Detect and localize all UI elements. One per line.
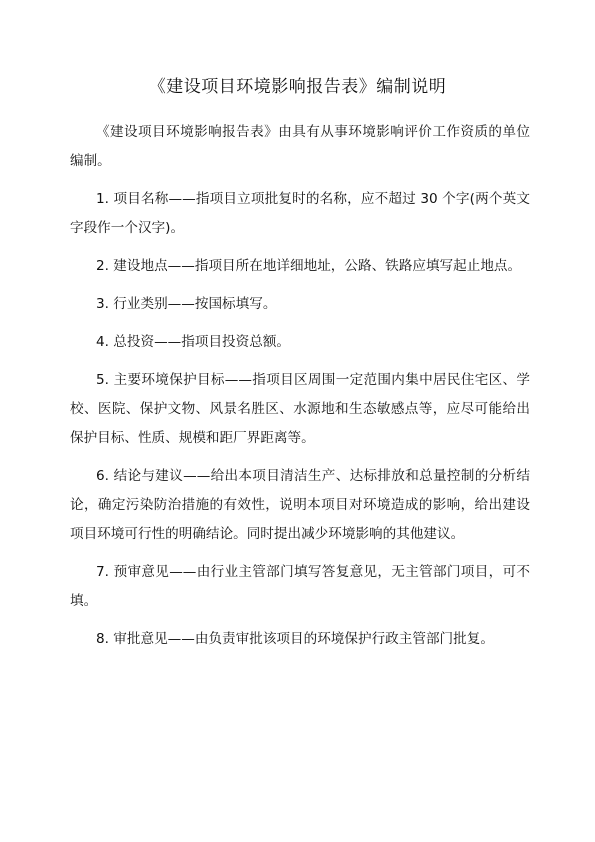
item-paragraph-2: 2. 建设地点——指项目所在地详细地址，公路、铁路应填写起止地点。 — [96, 258, 522, 274]
item-paragraph-1: 1. 项目名称——指项目立项批复时的名称，应不超过 30 个字(两个英文字段作一个汉字)。 — [70, 191, 530, 236]
item-paragraph-8: 8. 审批意见——由负责审批该项目的环境保护行政主管部门批复。 — [96, 631, 494, 647]
item-paragraph-5: 5. 主要环境保护目标——指项目区周围一定范围内集中居民住宅区、学校、医院、保护文物、风景名胜区、水源地和生态敏感点等，应尽可能给出保护目标、性质、规模和距厂界距离等。 — [70, 372, 530, 446]
item-paragraph-7: 7. 预审意见——由行业主管部门填写答复意见，无主管部门项目，可不填。 — [70, 564, 530, 609]
document-title: 《建设项目环境影响报告表》编制说明 — [148, 77, 447, 97]
document-body — [70, 118, 530, 663]
intro-paragraph: 《建设项目环境影响报告表》由具有从事环境影响评价工作资质的单位编制。 — [70, 124, 530, 169]
item-paragraph-6: 6. 结论与建议——给出本项目清洁生产、达标排放和总量控制的分析结论，确定污染防治措施的有效性，说明本项目对环境造成的影响，给出建设项目环境可行性的明确结论。同时提出减少环境影响的其他建议。 — [70, 468, 530, 542]
item-paragraph-3: 3. 行业类别——按国标填写。 — [96, 296, 277, 312]
item-paragraph-4: 4. 总投资——指项目投资总额。 — [96, 334, 291, 350]
